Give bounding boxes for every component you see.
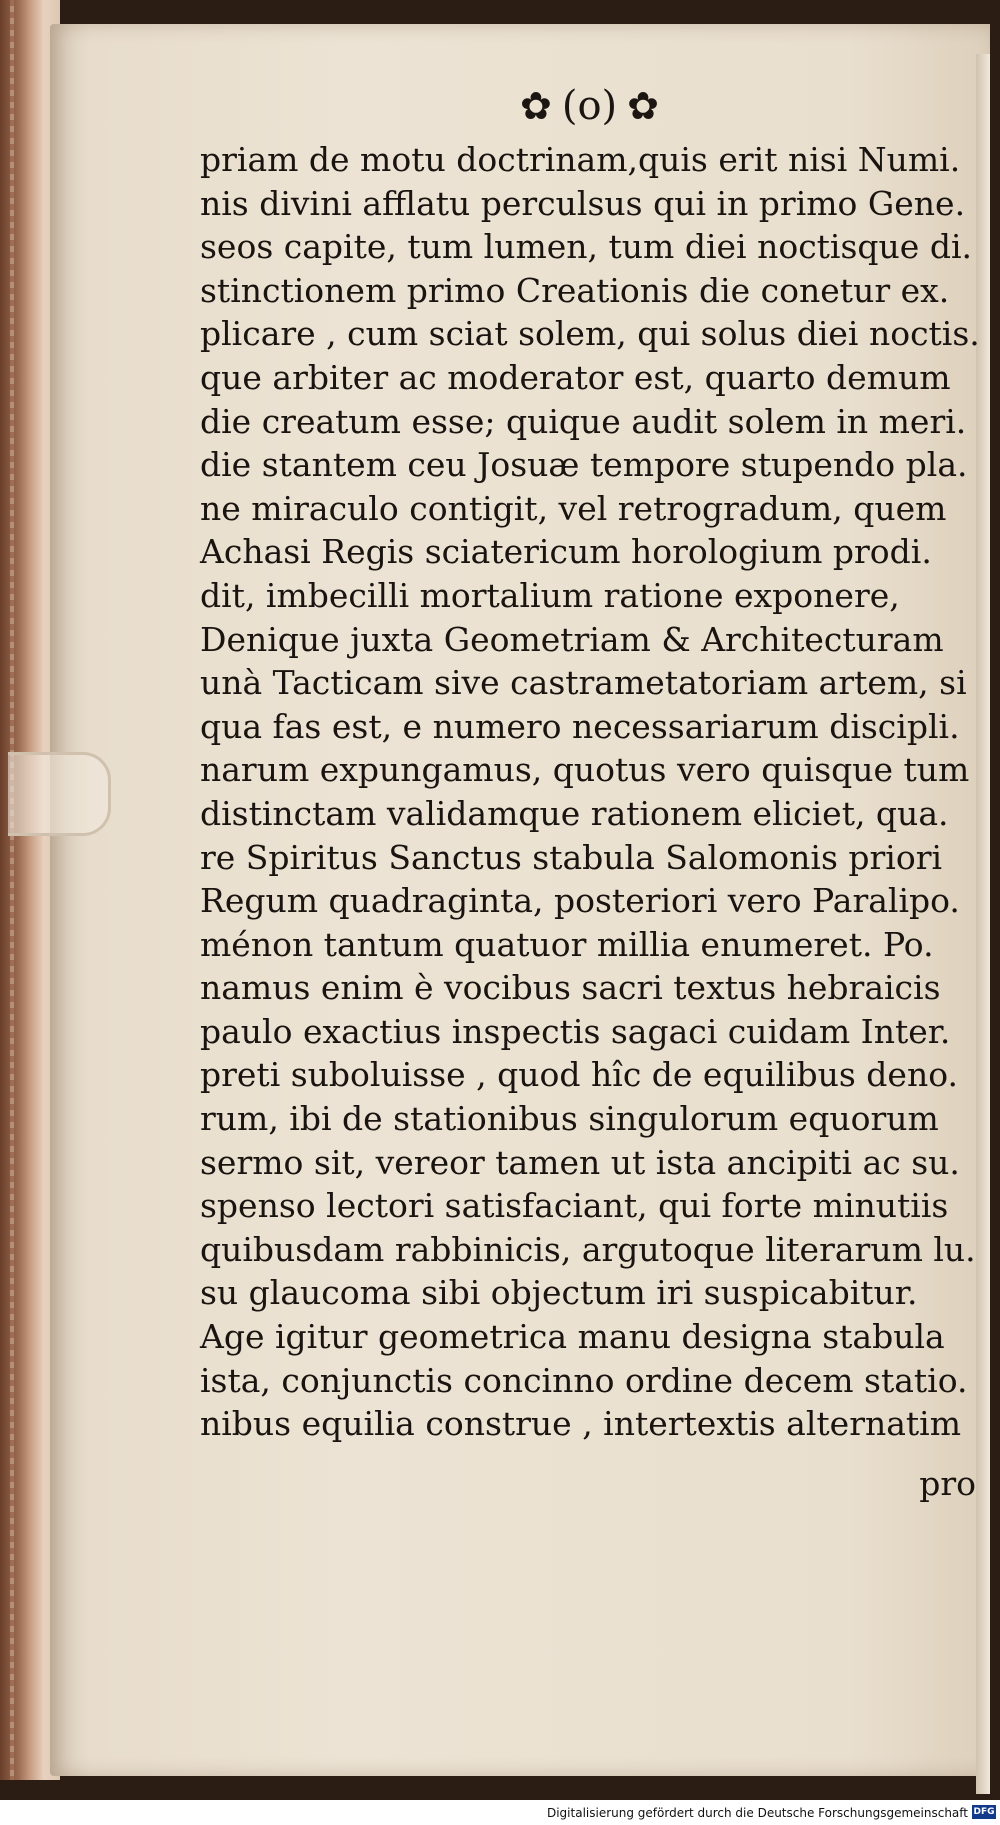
page-tab-marker (8, 752, 111, 836)
text-line: sermo sit, vereor tamen ut ista ancipiti ac su. (200, 1142, 960, 1182)
text-line: que arbiter ac moderator est, quarto demum (200, 357, 951, 397)
text-line: rum, ibi de stationibus singulorum equorum (200, 1099, 939, 1139)
dfg-logo: DFG (973, 1807, 995, 1817)
text-line: preti suboluisse , quod hîc de equilibus deno. (200, 1055, 958, 1095)
text-line: die stantem ceu Josuæ tempore stupendo pla. (200, 445, 968, 485)
funding-credit: Digitalisierung gefördert durch die Deutsche Forschungsgemeinschaft (546, 1806, 968, 1820)
text-line: unà Tacticam sive castrametatoriam artem, si (200, 663, 967, 703)
text-line: qua fas est, e numero necessariarum discipli. (200, 706, 960, 746)
footer-bar (0, 1800, 1000, 1825)
text-line: stinctionem primo Creationis die conetur ex. (200, 270, 950, 310)
body-text (200, 138, 980, 1446)
ornament-right-icon: ✿ (627, 84, 659, 128)
text-line: seos capite, tum lumen, tum diei noctisque di. (200, 227, 972, 267)
text-line: ménon tantum quatuor millia enumeret. Po. (200, 924, 934, 964)
text-line: Regum quadraginta, posteriori vero Paralipo. (200, 881, 960, 921)
text-line: distinctam validamque rationem eliciet, qua. (200, 793, 949, 833)
text-line: ista, conjunctis concinno ordine decem statio. (200, 1360, 968, 1400)
catchword: pro (919, 1464, 976, 1503)
text-line: plicare , cum sciat solem, qui solus diei noctis. (200, 314, 980, 354)
text-line: namus enim è vocibus sacri textus hebraicis (200, 968, 941, 1008)
text-line: priam de motu doctrinam,quis erit nisi Numi. (200, 140, 961, 179)
text-line: Denique juxta Geometriam & Architecturam (200, 619, 944, 659)
text-line: Age igitur geometrica manu designa stabula (200, 1317, 945, 1357)
text-line: dit, imbecilli mortalium ratione exponere, (200, 575, 900, 615)
text-line: nibus equilia construe , intertextis alternatim (200, 1404, 962, 1444)
page-number: (o) (561, 83, 618, 129)
text-line: su glaucoma sibi objectum iri suspicabitur. (200, 1273, 918, 1313)
text-line: quibusdam rabbinicis, argutoque literarum lu. (200, 1229, 976, 1269)
text-line: Achasi Regis sciatericum horologium prodi. (200, 532, 932, 572)
text-line: die creatum esse; quique audit solem in meri. (200, 401, 967, 441)
page-header (520, 78, 659, 134)
ornament-left-icon: ✿ (520, 84, 552, 128)
text-line: nis divini afflatu perculsus qui in primo Gene. (200, 183, 966, 223)
text-line: paulo exactius inspectis sagaci cuidam Inter. (200, 1011, 951, 1051)
text-line: narum expungamus, quotus vero quisque tum (200, 750, 970, 790)
text-line: ne miraculo contigit, vel retrogradum, quem (200, 488, 947, 528)
text-line: spenso lectori satisfaciant, qui forte minutiis (200, 1186, 949, 1226)
text-line: re Spiritus Sanctus stabula Salomonis priori (200, 837, 943, 877)
